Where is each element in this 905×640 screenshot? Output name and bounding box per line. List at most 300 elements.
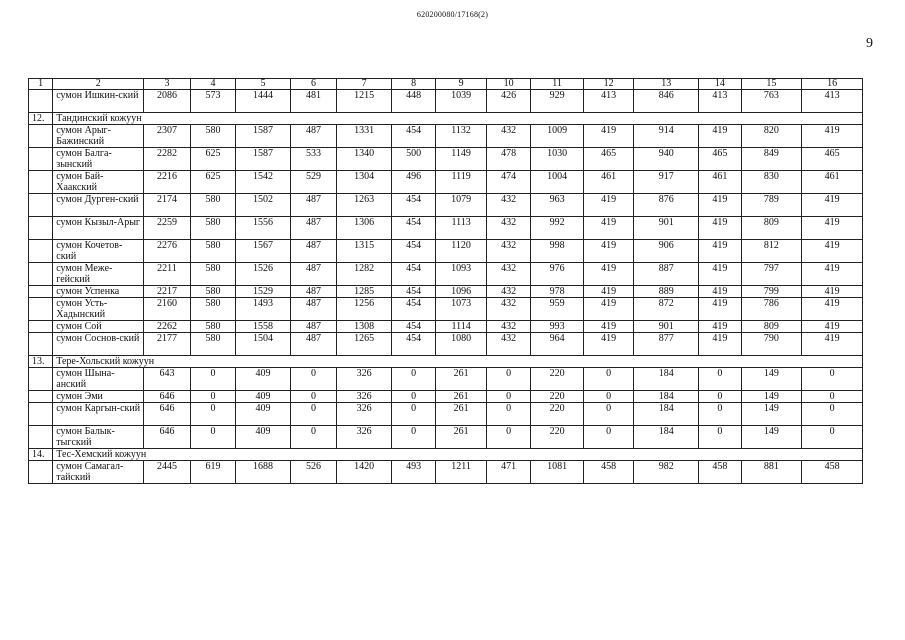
row-index-cell bbox=[29, 171, 53, 194]
value-cell: 889 bbox=[634, 286, 699, 298]
value-cell: 978 bbox=[531, 286, 584, 298]
value-cell: 646 bbox=[144, 391, 191, 403]
value-cell: 220 bbox=[531, 368, 584, 391]
column-number-cell: 12 bbox=[583, 79, 634, 90]
row-index-cell bbox=[29, 461, 53, 484]
value-cell: 580 bbox=[190, 125, 235, 148]
value-cell: 789 bbox=[741, 194, 802, 217]
settlement-name: сумон Соснов-ский bbox=[53, 333, 144, 356]
column-number-cell: 2 bbox=[53, 79, 144, 90]
value-cell: 458 bbox=[699, 461, 741, 484]
value-cell: 461 bbox=[802, 171, 863, 194]
value-cell: 1263 bbox=[337, 194, 392, 217]
value-cell: 929 bbox=[531, 90, 584, 113]
value-cell: 1009 bbox=[531, 125, 584, 148]
value-cell: 454 bbox=[391, 217, 435, 240]
value-cell: 1120 bbox=[436, 240, 487, 263]
value-cell: 2445 bbox=[144, 461, 191, 484]
value-cell: 1444 bbox=[236, 90, 291, 113]
value-cell: 2174 bbox=[144, 194, 191, 217]
value-cell: 0 bbox=[583, 368, 634, 391]
column-number-cell: 1 bbox=[29, 79, 53, 90]
value-cell: 964 bbox=[531, 333, 584, 356]
table-row bbox=[29, 333, 863, 356]
value-cell: 0 bbox=[699, 368, 741, 391]
value-cell: 432 bbox=[486, 263, 530, 286]
data-table bbox=[28, 78, 863, 484]
table-row bbox=[29, 125, 863, 148]
value-cell: 0 bbox=[190, 368, 235, 391]
value-cell: 409 bbox=[236, 391, 291, 403]
value-cell: 0 bbox=[190, 403, 235, 426]
row-index-cell bbox=[29, 125, 53, 148]
table-row bbox=[29, 263, 863, 286]
value-cell: 0 bbox=[290, 403, 337, 426]
settlement-name: сумон Сой bbox=[53, 321, 144, 333]
value-cell: 454 bbox=[391, 263, 435, 286]
table-row bbox=[29, 240, 863, 263]
value-cell: 901 bbox=[634, 217, 699, 240]
value-cell: 1567 bbox=[236, 240, 291, 263]
value-cell: 906 bbox=[634, 240, 699, 263]
table-row bbox=[29, 391, 863, 403]
value-cell: 419 bbox=[802, 298, 863, 321]
row-index-cell bbox=[29, 217, 53, 240]
row-index-cell bbox=[29, 90, 53, 113]
value-cell: 487 bbox=[290, 217, 337, 240]
value-cell: 2282 bbox=[144, 148, 191, 171]
settlement-name: сумон Кочетов-ский bbox=[53, 240, 144, 263]
value-cell: 1420 bbox=[337, 461, 392, 484]
value-cell: 1080 bbox=[436, 333, 487, 356]
value-cell: 487 bbox=[290, 298, 337, 321]
value-cell: 184 bbox=[634, 403, 699, 426]
value-cell: 413 bbox=[802, 90, 863, 113]
column-number-cell: 9 bbox=[436, 79, 487, 90]
value-cell: 149 bbox=[741, 403, 802, 426]
value-cell: 1114 bbox=[436, 321, 487, 333]
value-cell: 580 bbox=[190, 194, 235, 217]
value-cell: 419 bbox=[802, 125, 863, 148]
value-cell: 261 bbox=[436, 368, 487, 391]
table-row bbox=[29, 171, 863, 194]
table-row bbox=[29, 148, 863, 171]
value-cell: 1256 bbox=[337, 298, 392, 321]
value-cell: 1542 bbox=[236, 171, 291, 194]
value-cell: 887 bbox=[634, 263, 699, 286]
value-cell: 529 bbox=[290, 171, 337, 194]
value-cell: 471 bbox=[486, 461, 530, 484]
value-cell: 1558 bbox=[236, 321, 291, 333]
value-cell: 526 bbox=[290, 461, 337, 484]
value-cell: 580 bbox=[190, 240, 235, 263]
value-cell: 573 bbox=[190, 90, 235, 113]
value-cell: 461 bbox=[699, 171, 741, 194]
table-row bbox=[29, 403, 863, 426]
column-number-cell: 10 bbox=[486, 79, 530, 90]
value-cell: 419 bbox=[583, 321, 634, 333]
value-cell: 2262 bbox=[144, 321, 191, 333]
value-cell: 0 bbox=[699, 391, 741, 403]
value-cell: 0 bbox=[699, 403, 741, 426]
column-number-cell: 14 bbox=[699, 79, 741, 90]
table-row bbox=[29, 426, 863, 449]
section-title: Тандинский кожуун bbox=[53, 113, 863, 125]
value-cell: 1331 bbox=[337, 125, 392, 148]
value-cell: 877 bbox=[634, 333, 699, 356]
value-cell: 1285 bbox=[337, 286, 392, 298]
value-cell: 0 bbox=[583, 403, 634, 426]
value-cell: 413 bbox=[699, 90, 741, 113]
column-number-cell: 4 bbox=[190, 79, 235, 90]
column-number-cell: 16 bbox=[802, 79, 863, 90]
value-cell: 1493 bbox=[236, 298, 291, 321]
value-cell: 580 bbox=[190, 321, 235, 333]
table-row bbox=[29, 217, 863, 240]
row-index-cell bbox=[29, 333, 53, 356]
value-cell: 487 bbox=[290, 125, 337, 148]
value-cell: 496 bbox=[391, 171, 435, 194]
value-cell: 1340 bbox=[337, 148, 392, 171]
section-index: 14. bbox=[29, 449, 53, 461]
value-cell: 1081 bbox=[531, 461, 584, 484]
document-id: 620200080/17168(2) bbox=[416, 10, 489, 19]
value-cell: 1306 bbox=[337, 217, 392, 240]
value-cell: 419 bbox=[802, 321, 863, 333]
value-cell: 1529 bbox=[236, 286, 291, 298]
value-cell: 872 bbox=[634, 298, 699, 321]
value-cell: 1073 bbox=[436, 298, 487, 321]
value-cell: 461 bbox=[583, 171, 634, 194]
value-cell: 0 bbox=[486, 426, 530, 449]
value-cell: 1119 bbox=[436, 171, 487, 194]
table-row bbox=[29, 461, 863, 484]
value-cell: 454 bbox=[391, 240, 435, 263]
value-cell: 419 bbox=[699, 240, 741, 263]
value-cell: 419 bbox=[699, 217, 741, 240]
value-cell: 1039 bbox=[436, 90, 487, 113]
value-cell: 2086 bbox=[144, 90, 191, 113]
value-cell: 1149 bbox=[436, 148, 487, 171]
value-cell: 2276 bbox=[144, 240, 191, 263]
value-cell: 454 bbox=[391, 333, 435, 356]
value-cell: 763 bbox=[741, 90, 802, 113]
value-cell: 432 bbox=[486, 321, 530, 333]
value-cell: 1113 bbox=[436, 217, 487, 240]
row-index-cell bbox=[29, 298, 53, 321]
table-row bbox=[29, 90, 863, 113]
value-cell: 982 bbox=[634, 461, 699, 484]
row-index-cell bbox=[29, 391, 53, 403]
value-cell: 184 bbox=[634, 368, 699, 391]
table-body bbox=[29, 79, 863, 484]
value-cell: 1096 bbox=[436, 286, 487, 298]
value-cell: 432 bbox=[486, 240, 530, 263]
column-number-cell: 6 bbox=[290, 79, 337, 90]
value-cell: 580 bbox=[190, 333, 235, 356]
value-cell: 809 bbox=[741, 321, 802, 333]
section-row bbox=[29, 356, 863, 368]
value-cell: 419 bbox=[802, 263, 863, 286]
value-cell: 876 bbox=[634, 194, 699, 217]
settlement-name: сумон Успенка bbox=[53, 286, 144, 298]
value-cell: 998 bbox=[531, 240, 584, 263]
value-cell: 419 bbox=[583, 286, 634, 298]
column-number-cell: 7 bbox=[337, 79, 392, 90]
value-cell: 0 bbox=[391, 368, 435, 391]
value-cell: 413 bbox=[583, 90, 634, 113]
value-cell: 1211 bbox=[436, 461, 487, 484]
column-number-cell: 11 bbox=[531, 79, 584, 90]
value-cell: 261 bbox=[436, 403, 487, 426]
row-index-cell bbox=[29, 263, 53, 286]
value-cell: 149 bbox=[741, 391, 802, 403]
value-cell: 419 bbox=[583, 240, 634, 263]
value-cell: 432 bbox=[486, 286, 530, 298]
value-cell: 976 bbox=[531, 263, 584, 286]
section-title: Тес-Хемский кожуун bbox=[53, 449, 863, 461]
table-row bbox=[29, 368, 863, 391]
section-index: 13. bbox=[29, 356, 53, 368]
value-cell: 619 bbox=[190, 461, 235, 484]
value-cell: 419 bbox=[583, 298, 634, 321]
value-cell: 2217 bbox=[144, 286, 191, 298]
settlement-name: сумон Меже-гейский bbox=[53, 263, 144, 286]
value-cell: 419 bbox=[699, 263, 741, 286]
value-cell: 1587 bbox=[236, 148, 291, 171]
value-cell: 487 bbox=[290, 286, 337, 298]
value-cell: 646 bbox=[144, 426, 191, 449]
value-cell: 326 bbox=[337, 368, 392, 391]
value-cell: 809 bbox=[741, 217, 802, 240]
section-row bbox=[29, 449, 863, 461]
settlement-name: сумон Бай-Хаакский bbox=[53, 171, 144, 194]
value-cell: 419 bbox=[802, 333, 863, 356]
row-index-cell bbox=[29, 286, 53, 298]
value-cell: 419 bbox=[802, 217, 863, 240]
value-cell: 2259 bbox=[144, 217, 191, 240]
column-number-cell: 15 bbox=[741, 79, 802, 90]
value-cell: 0 bbox=[699, 426, 741, 449]
column-number-cell: 5 bbox=[236, 79, 291, 90]
value-cell: 940 bbox=[634, 148, 699, 171]
value-cell: 261 bbox=[436, 426, 487, 449]
value-cell: 419 bbox=[802, 286, 863, 298]
value-cell: 0 bbox=[290, 391, 337, 403]
value-cell: 0 bbox=[486, 403, 530, 426]
value-cell: 1587 bbox=[236, 125, 291, 148]
settlement-name: сумон Кызыл-Арыг bbox=[53, 217, 144, 240]
row-index-cell bbox=[29, 148, 53, 171]
value-cell: 786 bbox=[741, 298, 802, 321]
value-cell: 500 bbox=[391, 148, 435, 171]
value-cell: 419 bbox=[802, 240, 863, 263]
value-cell: 465 bbox=[699, 148, 741, 171]
value-cell: 799 bbox=[741, 286, 802, 298]
value-cell: 580 bbox=[190, 286, 235, 298]
value-cell: 419 bbox=[699, 194, 741, 217]
value-cell: 849 bbox=[741, 148, 802, 171]
value-cell: 846 bbox=[634, 90, 699, 113]
value-cell: 0 bbox=[802, 391, 863, 403]
value-cell: 454 bbox=[391, 125, 435, 148]
value-cell: 487 bbox=[290, 321, 337, 333]
value-cell: 959 bbox=[531, 298, 584, 321]
value-cell: 432 bbox=[486, 217, 530, 240]
value-cell: 917 bbox=[634, 171, 699, 194]
value-cell: 419 bbox=[699, 286, 741, 298]
value-cell: 409 bbox=[236, 403, 291, 426]
value-cell: 419 bbox=[583, 263, 634, 286]
value-cell: 625 bbox=[190, 148, 235, 171]
row-index-cell bbox=[29, 321, 53, 333]
column-number-header-row bbox=[29, 79, 863, 90]
value-cell: 0 bbox=[802, 426, 863, 449]
value-cell: 2216 bbox=[144, 171, 191, 194]
value-cell: 830 bbox=[741, 171, 802, 194]
value-cell: 448 bbox=[391, 90, 435, 113]
settlement-name: сумон Самагал-тайский bbox=[53, 461, 144, 484]
value-cell: 0 bbox=[583, 426, 634, 449]
settlement-name: сумон Шына-анский bbox=[53, 368, 144, 391]
value-cell: 326 bbox=[337, 391, 392, 403]
value-cell: 0 bbox=[190, 391, 235, 403]
section-index: 12. bbox=[29, 113, 53, 125]
value-cell: 149 bbox=[741, 426, 802, 449]
table-row bbox=[29, 321, 863, 333]
row-index-cell bbox=[29, 426, 53, 449]
value-cell: 580 bbox=[190, 263, 235, 286]
value-cell: 419 bbox=[802, 194, 863, 217]
value-cell: 419 bbox=[699, 333, 741, 356]
value-cell: 261 bbox=[436, 391, 487, 403]
value-cell: 432 bbox=[486, 333, 530, 356]
value-cell: 1132 bbox=[436, 125, 487, 148]
settlement-name: сумон Дурген-ский bbox=[53, 194, 144, 217]
value-cell: 812 bbox=[741, 240, 802, 263]
settlement-name: сумон Эми bbox=[53, 391, 144, 403]
value-cell: 2177 bbox=[144, 333, 191, 356]
value-cell: 1079 bbox=[436, 194, 487, 217]
value-cell: 2160 bbox=[144, 298, 191, 321]
value-cell: 1215 bbox=[337, 90, 392, 113]
value-cell: 1688 bbox=[236, 461, 291, 484]
value-cell: 0 bbox=[391, 403, 435, 426]
value-cell: 432 bbox=[486, 194, 530, 217]
value-cell: 458 bbox=[802, 461, 863, 484]
value-cell: 963 bbox=[531, 194, 584, 217]
value-cell: 474 bbox=[486, 171, 530, 194]
value-cell: 1315 bbox=[337, 240, 392, 263]
column-number-cell: 3 bbox=[144, 79, 191, 90]
value-cell: 465 bbox=[802, 148, 863, 171]
value-cell: 419 bbox=[699, 125, 741, 148]
value-cell: 419 bbox=[583, 125, 634, 148]
value-cell: 454 bbox=[391, 286, 435, 298]
value-cell: 1526 bbox=[236, 263, 291, 286]
value-cell: 487 bbox=[290, 333, 337, 356]
value-cell: 646 bbox=[144, 403, 191, 426]
value-cell: 465 bbox=[583, 148, 634, 171]
settlement-name: сумон Арыг-Бажинский bbox=[53, 125, 144, 148]
value-cell: 790 bbox=[741, 333, 802, 356]
value-cell: 326 bbox=[337, 426, 392, 449]
value-cell: 487 bbox=[290, 194, 337, 217]
value-cell: 580 bbox=[190, 298, 235, 321]
value-cell: 1282 bbox=[337, 263, 392, 286]
value-cell: 0 bbox=[486, 368, 530, 391]
value-cell: 184 bbox=[634, 426, 699, 449]
value-cell: 220 bbox=[531, 426, 584, 449]
settlement-name: сумон Каргын-ский bbox=[53, 403, 144, 426]
value-cell: 1502 bbox=[236, 194, 291, 217]
value-cell: 419 bbox=[699, 321, 741, 333]
row-index-cell bbox=[29, 368, 53, 391]
value-cell: 0 bbox=[290, 368, 337, 391]
value-cell: 0 bbox=[190, 426, 235, 449]
value-cell: 220 bbox=[531, 391, 584, 403]
value-cell: 220 bbox=[531, 403, 584, 426]
value-cell: 580 bbox=[190, 217, 235, 240]
value-cell: 914 bbox=[634, 125, 699, 148]
value-cell: 184 bbox=[634, 391, 699, 403]
table-row bbox=[29, 194, 863, 217]
value-cell: 0 bbox=[486, 391, 530, 403]
value-cell: 409 bbox=[236, 368, 291, 391]
value-cell: 493 bbox=[391, 461, 435, 484]
value-cell: 993 bbox=[531, 321, 584, 333]
value-cell: 901 bbox=[634, 321, 699, 333]
value-cell: 0 bbox=[802, 403, 863, 426]
value-cell: 419 bbox=[583, 217, 634, 240]
value-cell: 419 bbox=[699, 298, 741, 321]
value-cell: 1093 bbox=[436, 263, 487, 286]
value-cell: 326 bbox=[337, 403, 392, 426]
value-cell: 454 bbox=[391, 194, 435, 217]
value-cell: 419 bbox=[583, 194, 634, 217]
value-cell: 533 bbox=[290, 148, 337, 171]
value-cell: 992 bbox=[531, 217, 584, 240]
value-cell: 458 bbox=[583, 461, 634, 484]
value-cell: 1504 bbox=[236, 333, 291, 356]
value-cell: 1556 bbox=[236, 217, 291, 240]
value-cell: 478 bbox=[486, 148, 530, 171]
settlement-name: сумон Усть-Хадынский bbox=[53, 298, 144, 321]
value-cell: 149 bbox=[741, 368, 802, 391]
value-cell: 0 bbox=[583, 391, 634, 403]
row-index-cell bbox=[29, 194, 53, 217]
value-cell: 0 bbox=[290, 426, 337, 449]
table-row bbox=[29, 286, 863, 298]
settlement-name: сумон Балга-зынский bbox=[53, 148, 144, 171]
value-cell: 1004 bbox=[531, 171, 584, 194]
value-cell: 1308 bbox=[337, 321, 392, 333]
value-cell: 1304 bbox=[337, 171, 392, 194]
row-index-cell bbox=[29, 240, 53, 263]
value-cell: 1265 bbox=[337, 333, 392, 356]
value-cell: 432 bbox=[486, 125, 530, 148]
value-cell: 0 bbox=[391, 391, 435, 403]
value-cell: 432 bbox=[486, 298, 530, 321]
column-number-cell: 13 bbox=[634, 79, 699, 90]
value-cell: 1030 bbox=[531, 148, 584, 171]
value-cell: 2307 bbox=[144, 125, 191, 148]
value-cell: 625 bbox=[190, 171, 235, 194]
value-cell: 643 bbox=[144, 368, 191, 391]
value-cell: 454 bbox=[391, 298, 435, 321]
value-cell: 797 bbox=[741, 263, 802, 286]
value-cell: 2211 bbox=[144, 263, 191, 286]
